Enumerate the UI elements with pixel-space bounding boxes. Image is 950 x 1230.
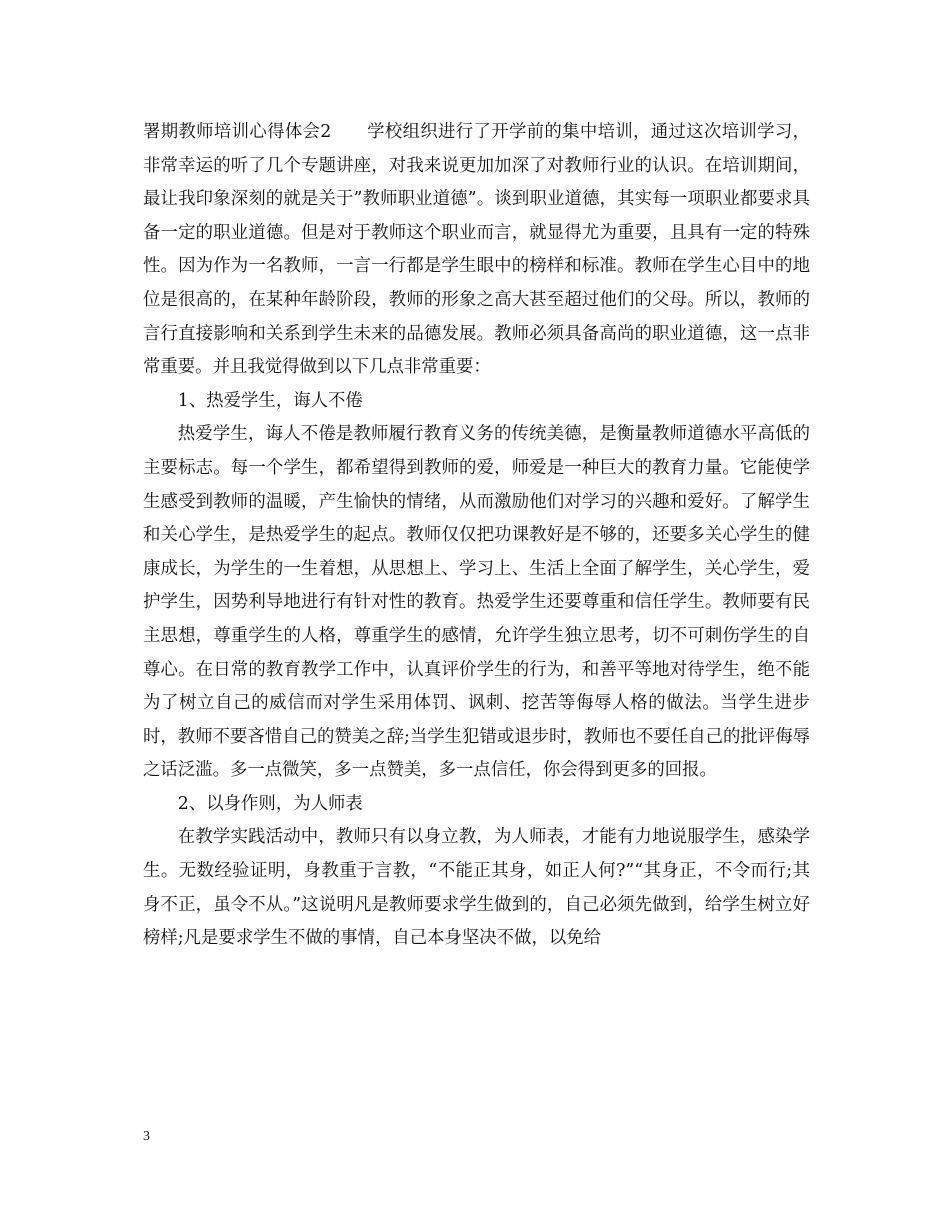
section-paragraph-2: 在教学实践活动中，教师只有以身立教，为人师表，才能有力地说服学生，感染学生。无数经验证明，身教重于言教，“不能正其身，如正人何?”“其身正，不令而行;其身不正，虽令不从。”这说明凡是教师要求学生做到的，自己必须先做到，给学生树立好榜样;凡是要求学生不做的事情，自己本身坚决不做，以免给 <box>143 827 810 949</box>
intro-paragraph: 署期教师培训心得体会2 学校组织进行了开学前的集中培训，通过这次培训学习，非常幸运的听了几个专题讲座，对我来说更加加深了对教师行业的认识。在培训期间，最让我印象深刻的就是关于”教师职业道德”。谈到职业道德，其实每一项职业都要求具备一定的职业道德。但是对于教师这个职业而言，就显得尤为重要，且具有一定的特殊性。因为作为一名教师，一言一行都是学生眼中的榜样和标准。教师在学生心目中的地位是很高的，在某种年龄阶段，教师的形象之高大甚至超过他们的父母。所以，教师的言行直接影响和关系到学生未来的品德发展。教师必须具备高尚的职业道德，这一点非常重要。并且我觉得做到以下几点非常重要： <box>143 122 810 378</box>
section-heading-1: 1、热爱学生，诲人不倦 <box>177 390 363 411</box>
document-body <box>143 116 810 956</box>
section-heading-2: 2、以身作则，为人师表 <box>177 793 363 814</box>
page-number: 3 <box>143 1129 150 1144</box>
section-paragraph-1: 热爱学生，诲人不倦是教师履行教育义务的传统美德，是衡量教师道德水平高低的主要标志。每一个学生，都希望得到教师的爱，师爱是一种巨大的教育力量。它能使学生感受到教师的温暖，产生愉快的情绪，从而激励他们对学习的兴趣和爱好。了解学生和关心学生，是热爱学生的起点。教师仅仅把功课教好是不够的，还要多关心学生的健康成长，为学生的一生着想，从思想上、学习上、生活上全面了解学生，关心学生，爱护学生，因势利导地进行有针对性的教育。热爱学生还要尊重和信任学生。教师要有民主思想，尊重学生的人格，尊重学生的感情，允许学生独立思考，切不可刺伤学生的自尊心。在日常的教育教学工作中，认真评价学生的行为，和善平等地对待学生，绝不能为了树立自己的威信而对学生采用体罚、讽刺、挖苦等侮辱人格的做法。当学生进步时，教师不要吝惜自己的赞美之辞;当学生犯错或退步时，教师也不要任自己的批评侮辱之话泛滥。多一点微笑，多一点赞美，多一点信任，你会得到更多的回报。 <box>143 424 810 781</box>
